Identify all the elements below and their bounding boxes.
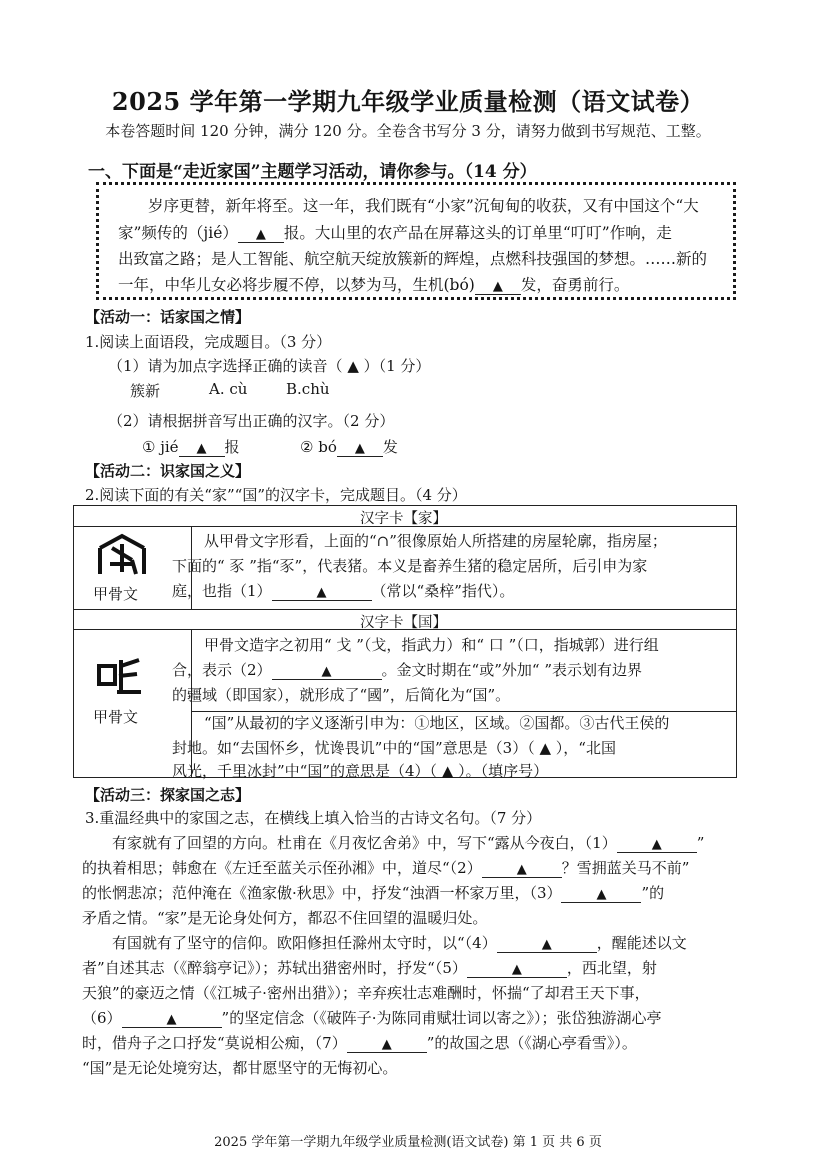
- page-footer: 2025 学年第一学期九年级学业质量检测(语文试卷) 第 1 页 共 6 页: [214, 1135, 602, 1150]
- para1-line-1: 有家就有了回望的方向。杜甫在《月夜忆舍弟》中，写下“露从今夜白，（1） ▲ ”: [112, 834, 705, 852]
- passage-line-1: 岁序更替，新年将至。这一年，我们既有“小家”沉甸甸的收获，又有中国这个“大: [148, 197, 699, 215]
- triangle-mark-icon: ▲: [651, 837, 662, 852]
- question-1-1: （1）请为加点字选择正确的读音（ ▲ ）（1 分）: [108, 357, 431, 375]
- triangle-mark-icon: ▲: [541, 937, 552, 952]
- triangle-mark-icon: ▲: [354, 441, 365, 456]
- section-heading: 一、下面是“走近家国”主题学习活动，请你参与。（14 分）: [88, 162, 537, 182]
- question-3: 3.重温经典中的家国之志，在横线上填入恰当的古诗文名句。（7 分）: [85, 809, 542, 827]
- triangle-mark-icon: ▲: [516, 862, 527, 877]
- para2-line-3: 天狼”的豪迈之情（《江城子·密州出猎》）；辛弃疾壮志难酬时，怀揣“了却君王天下事，: [82, 984, 650, 1002]
- exam-instructions: 本卷答题时间 120 分钟，满分 120 分。全卷含书写分 3 分，请努力做到书写规范、工整。: [105, 122, 711, 140]
- triangle-mark-icon: ▲: [316, 585, 327, 600]
- activity-1-label: 【活动一：话家国之情】: [85, 308, 251, 326]
- triangle-mark-icon: ▲: [381, 1037, 392, 1052]
- triangle-mark-icon: ▲: [492, 279, 503, 294]
- pinyin-item-1: ① jié ▲ 报: [142, 438, 240, 456]
- triangle-mark-icon: ▲: [166, 1012, 177, 1027]
- exam-title: 2025 学年第一学期九年级学业质量检测（语文试卷）: [111, 87, 705, 116]
- card-2-line-5: 封地。如“去国怀乡，忧谗畏讥”中的“国”意思是（3）（ ▲ ），“北国: [172, 739, 616, 757]
- card-1-line-2: 下面的“ 豕 ”指“豕”，代表猪。本义是畜养生猪的稳定居所，后引申为家: [172, 557, 648, 575]
- card-1-title: 汉字卡【家】: [360, 511, 447, 527]
- para1-line-3: 的怅惘悲凉；范仲淹在《渔家傲·秋思》中，抒发“浊酒一杯家万里，（3） ▲ ”的: [82, 884, 665, 902]
- card-2-line-3: 的疆域（即国家），就形成了“國”，后简化为“国”。: [172, 686, 511, 704]
- oracle-guo-glyph-icon: [95, 656, 145, 696]
- para2-line-6: “国”是无论处境穷达，都甘愿坚守的无悔初心。: [82, 1059, 398, 1077]
- oracle-label-2: 甲骨文: [93, 708, 139, 726]
- para2-line-2: 者”自述其志（《醉翁亭记》）；苏轼出猎密州时，抒发“（5） ▲ ，西北望，射: [82, 959, 657, 977]
- activity-2-label: 【活动二：识家国之义】: [85, 462, 251, 480]
- oracle-jia-glyph-icon: [92, 530, 152, 580]
- answer-blank: [475, 276, 521, 295]
- para1-line-4: 矛盾之情。“家”是无论身处何方，都忍不住回望的温暖归处。: [82, 909, 488, 927]
- question-1: 1.阅读上面语段，完成题目。（3 分）: [85, 333, 332, 351]
- option-a: A. cù: [209, 380, 248, 398]
- passage-line-4: 一年，中华儿女必将步履不停，以梦为马，生机(bó) ▲ 发，奋勇前行。: [118, 276, 630, 294]
- card-2-line-2: 合，表示（2） ▲ 。金文时期在“或”外加“ ”表示划有边界: [172, 661, 642, 679]
- dotted-word: 簇新: [130, 382, 161, 400]
- para2-line-5: 时，借舟子之口抒发“莫说相公痴，（7） ▲ ”的故国之思（《湖心亭看雪》）。: [82, 1034, 637, 1052]
- triangle-mark-icon: ▲: [255, 227, 266, 242]
- card-1-line-1: 从甲骨文字形看，上面的“∩”很像原始人所搭建的房屋轮廓，指房屋；: [204, 532, 667, 550]
- option-b: B.chù: [286, 380, 330, 398]
- passage-line-2: 家”频传的（jié） ▲ 报。大山里的农产品在屏幕这头的订单里“叮叮”作响，走: [118, 224, 672, 242]
- question-2: 2.阅读下面的有关“家”“国”的汉字卡，完成题目。（4 分）: [85, 486, 467, 504]
- triangle-mark-icon: ▲: [321, 664, 332, 679]
- triangle-mark-icon: ▲: [196, 441, 207, 456]
- card-2-line-6: 风光，千里冰封”中“国”的意思是（4）（ ▲ ）。（填序号）: [172, 762, 549, 780]
- card-2-line-4: “国”从最初的字义逐渐引申为：①地区，区域。②国都。③古代王侯的: [204, 714, 670, 732]
- para1-line-2: 的执着相思；韩愈在《左迁至蓝关示侄孙湘》中，道尽“（2） ▲ ？雪拥蓝关马不前”: [82, 859, 690, 877]
- passage-line-3: 出致富之路；是人工智能、航空航天绽放簇新的辉煌，点燃科技强国的梦想。……新的: [118, 250, 708, 268]
- activity-3-label: 【活动三：探家国之志】: [85, 786, 251, 804]
- para2-line-4: （6） ▲ ”的坚定信念（《破阵子·为陈同甫赋壮词以寄之》）；张岱独游湖心亭: [82, 1009, 662, 1027]
- card-1-line-3: 庭，也指（1） ▲ （常以“桑梓”指代）。: [172, 582, 515, 600]
- triangle-mark-icon: ▲: [596, 887, 607, 902]
- triangle-mark-icon: ▲: [511, 962, 522, 977]
- para2-line-1: 有国就有了坚守的信仰。欧阳修担任滁州太守时，以“（4） ▲ ，醒能述以文: [112, 934, 687, 952]
- card-2-line-1: 甲骨文造字之初用“ 戈 ”（戈，指武力）和“ 口 ”（口，指城郭）进行组: [204, 636, 659, 654]
- pinyin-item-2: ② bó ▲ 发: [300, 438, 398, 456]
- card-2-title: 汉字卡【国】: [360, 615, 447, 631]
- oracle-label-1: 甲骨文: [93, 585, 139, 603]
- question-1-2: （2）请根据拼音写出正确的汉字。（2 分）: [108, 412, 395, 430]
- answer-blank: [238, 224, 284, 243]
